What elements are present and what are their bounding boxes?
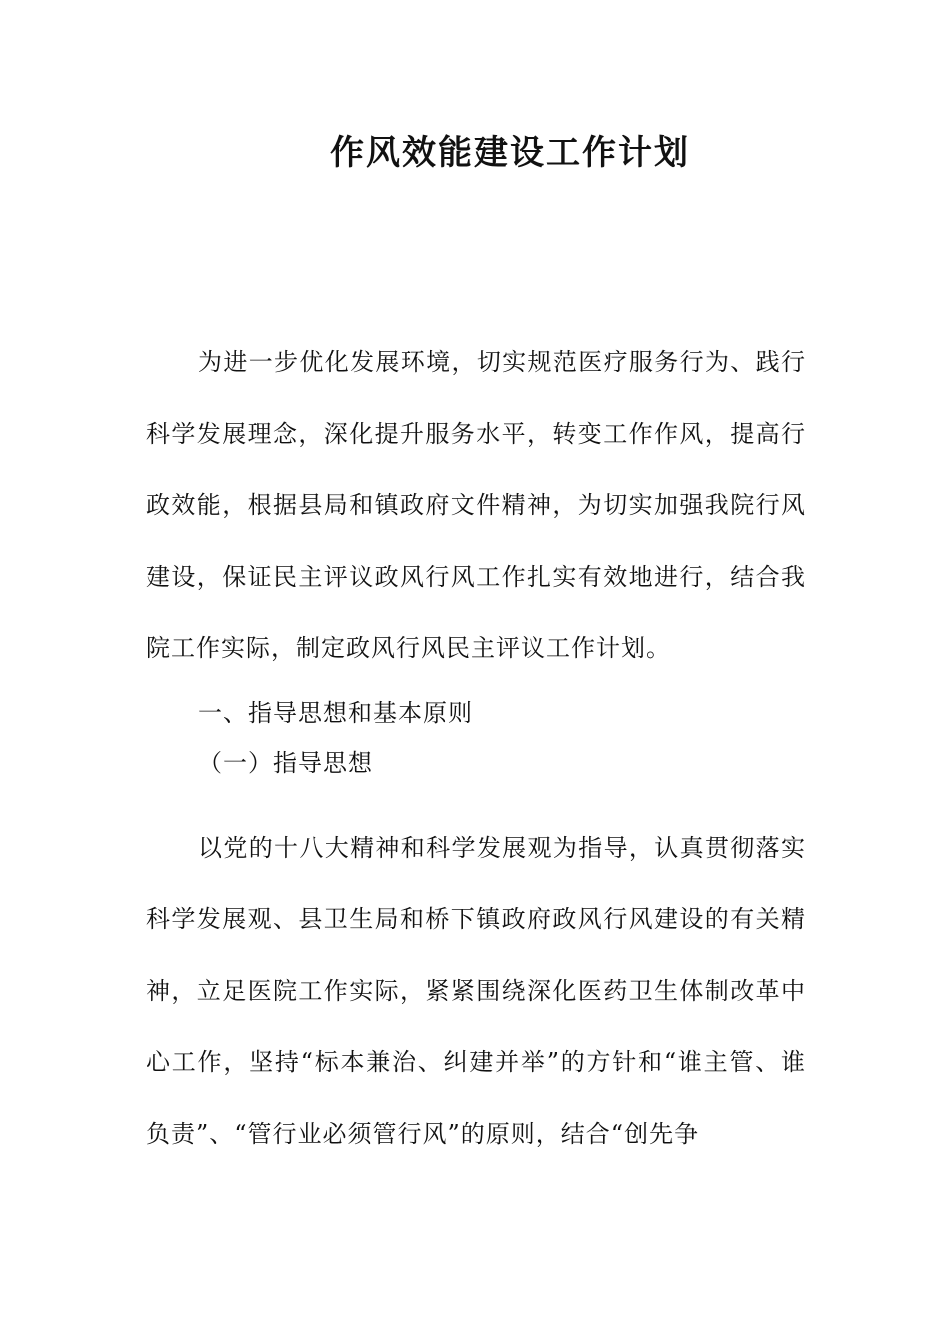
guiding-ideology-paragraph: 以党的十八大精神和科学发展观为指导，认真贯彻落实科学发展观、县卫生局和桥下镇政府政风行风建设的有关精神，立足医院工作实际，紧紧围绕深化医药卫生体制改革中心工作，坚持“标本兼治、纠建并举”的方针和“谁主管、谁负责”、“管行业必须管行风”的原则，结合“创先争 <box>146 833 806 1148</box>
intro-paragraph: 为进一步优化发展环境，切实规范医疗服务行为、践行科学发展理念，深化提升服务水平，转变工作作风，提高行政效能，根据县局和镇政府文件精神，为切实加强我院行风建设，保证民主评议政风行风工作扎实有效地进行，结合我院工作实际，制定政风行风民主评议工作计划。 <box>146 348 806 663</box>
document-title: 作风效能建设工作计划 <box>330 133 690 173</box>
document-body <box>146 327 806 1170</box>
subsection-heading-guiding-ideology: （一）指导思想 <box>198 748 373 777</box>
section-heading-guiding-principles: 一、指导思想和基本原则 <box>198 698 473 727</box>
